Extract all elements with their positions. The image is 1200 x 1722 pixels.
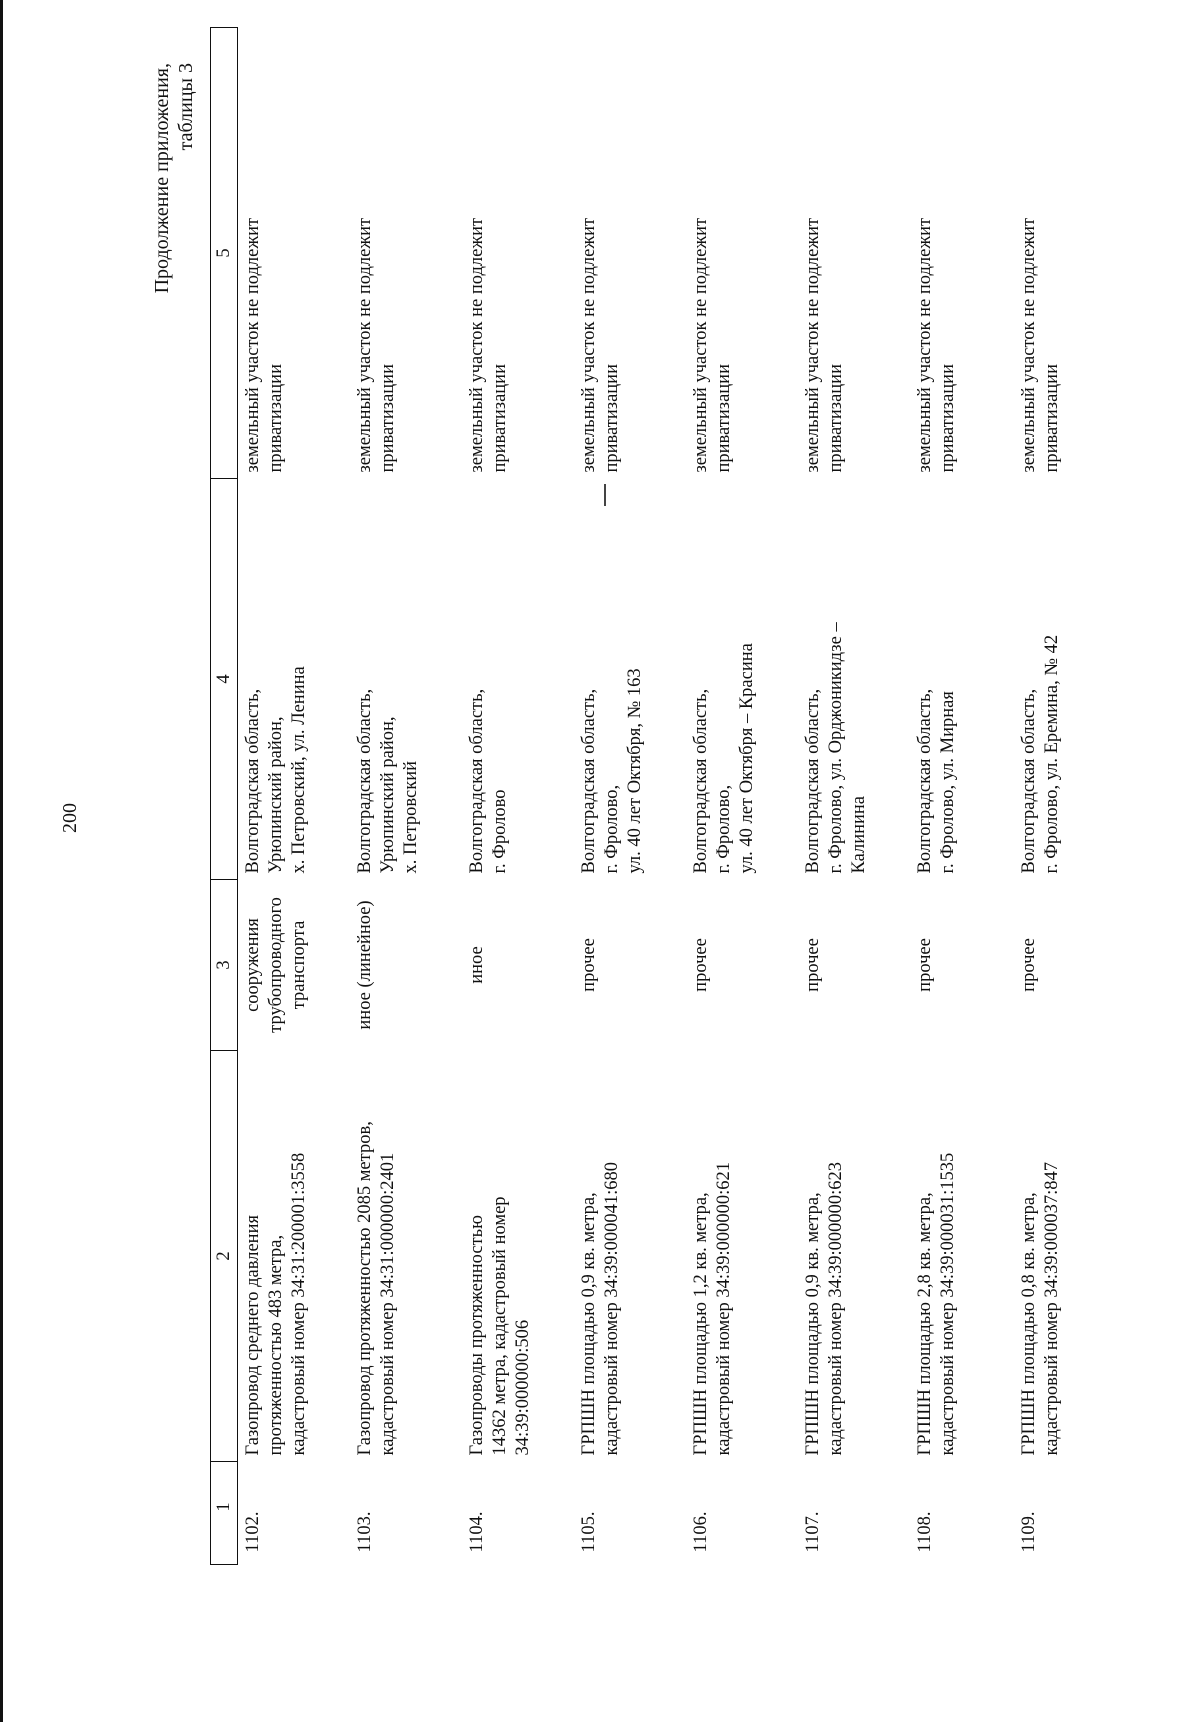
object-note: земельный участок не подлежит приватизации [915, 217, 958, 473]
object-note: земельный участок не подлежит приватизации [803, 217, 846, 473]
table-row [462, 28, 574, 1565]
document-sheet [150, 45, 1150, 1565]
row-number: 1106. [691, 1511, 711, 1553]
object-description: ГРПШН площадью 0,9 кв. метра, кадастровый номер 34:39:000000:623 [803, 1161, 846, 1456]
column-header-4: 4 [211, 479, 238, 880]
table-row [238, 28, 351, 1565]
object-description: ГРПШН площадью 1,2 кв. метра, кадастровый номер 34:39:000000:621 [691, 1161, 734, 1456]
property-table [210, 27, 1118, 1565]
column-header-5: 5 [211, 28, 238, 479]
column-header-1: 1 [211, 1462, 238, 1565]
object-note: земельный участок не подлежит приватизации [243, 217, 286, 473]
row-number: 1105. [579, 1511, 599, 1553]
object-note: земельный участок не подлежит приватизации [579, 217, 622, 473]
row-number: 1102. [243, 1511, 263, 1553]
table-row [1014, 28, 1118, 1565]
row-number: 1109. [1019, 1511, 1039, 1553]
object-address: Волгоградская область, Урюпинский район, х. Петровский [355, 688, 421, 874]
object-address: Волгоградская область, г. Фролово, ул. Мирная [915, 688, 958, 874]
table-row [350, 28, 462, 1565]
object-type: сооружения трубопроводного транспорта [243, 897, 309, 1033]
table-row [686, 28, 798, 1565]
table-row [574, 28, 686, 1565]
object-note: земельный участок не подлежит приватизации [691, 217, 734, 473]
page-number: 200 [59, 803, 81, 833]
object-note: земельный участок не подлежит приватизации [467, 217, 510, 473]
object-description: ГРПШН площадью 0,9 кв. метра, кадастровый номер 34:39:000041:680 [579, 1161, 622, 1456]
object-address: Волгоградская область, г. Фролово, ул. 40 лет Октября – Красина [691, 643, 757, 874]
object-address: Волгоградская область, Урюпинский район, х. Петровский, ул. Ленина [243, 666, 309, 874]
object-description: Газопровод протяженностью 2085 метров, кадастровый номер 34:31:000000:2401 [355, 1121, 398, 1456]
object-type: прочее [803, 938, 823, 992]
column-header-2: 2 [211, 1051, 238, 1462]
object-type: прочее [579, 938, 599, 992]
table-row [798, 28, 910, 1565]
object-note: земельный участок не подлежит приватизации [1019, 217, 1062, 473]
object-note: земельный участок не подлежит приватизации [355, 217, 398, 473]
table-row [910, 28, 1014, 1565]
column-header-3: 3 [211, 880, 238, 1051]
object-description: Газопровод среднего давления протяженностью 483 метра, кадастровый номер 34:31:200001:3558 [243, 1152, 309, 1456]
object-description: ГРПШН площадью 2,8 кв. метра, кадастровый номер 34:39:000031:1535 [915, 1152, 958, 1456]
row-number: 1107. [803, 1511, 823, 1553]
object-address: Волгоградская область, г. Фролово [467, 688, 510, 874]
object-type: прочее [691, 938, 711, 992]
object-address: Волгоградская область, г. Фролово, ул. Орджоникидзе – Калинина [803, 622, 869, 874]
header-row [211, 28, 238, 1565]
object-type: иное (линейное) [355, 900, 375, 1030]
object-description: ГРПШН площадью 0,8 кв. метра, кадастровый номер 34:39:000037:847 [1019, 1161, 1062, 1456]
continuation-note: Продолжение приложения, таблицы 3 [151, 63, 197, 294]
row-number: 1108. [915, 1511, 935, 1553]
object-address: Волгоградская область, г. Фролово, ул. Еремина, № 42 [1019, 634, 1062, 874]
scan-edge [0, 0, 3, 1722]
object-address: Волгоградская область, г. Фролово, ул. 40 лет Октября, № 163 [579, 668, 645, 874]
object-description: Газопроводы протяженностью 14362 метра, кадастровый номер 34:39:000000:506 [467, 1196, 533, 1456]
row-number: 1104. [467, 1511, 487, 1553]
object-type: иное [467, 946, 487, 984]
object-type: прочее [915, 938, 935, 992]
row-number: 1103. [355, 1511, 375, 1553]
object-type: прочее [1019, 938, 1039, 992]
